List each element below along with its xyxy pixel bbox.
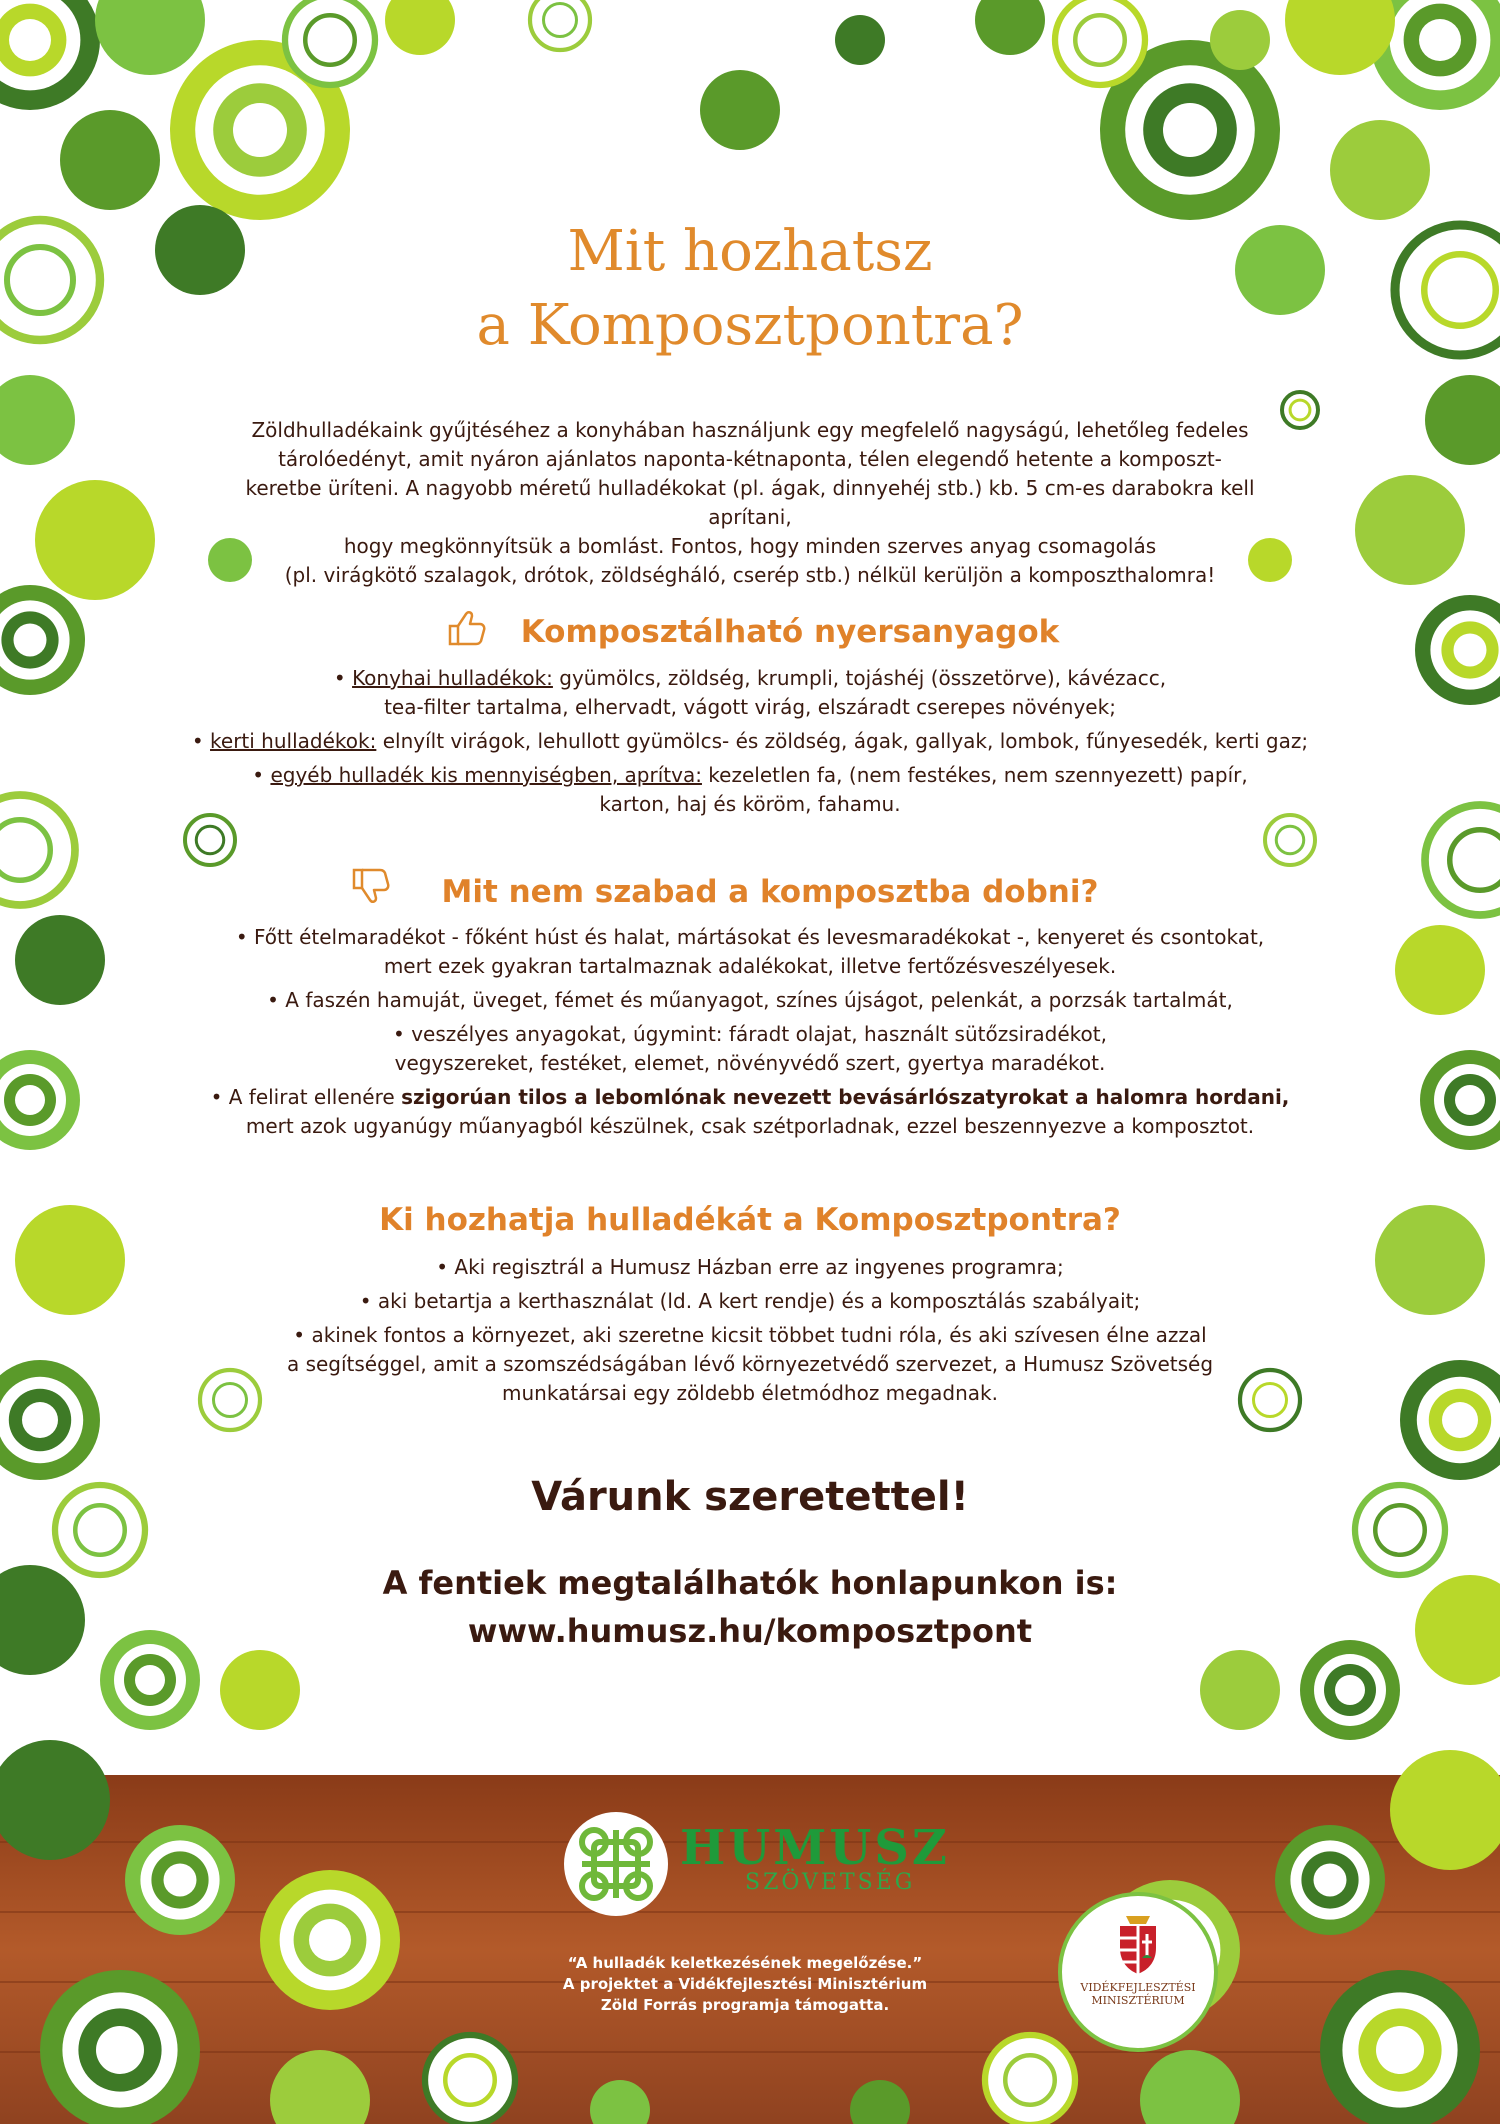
item-text: • Főtt ételmaradékot - főként húst és halat, mártásokat és levesmaradékokat -, kenyeret és csontokat, (235, 925, 1265, 949)
brand-name: HUMUSZ (680, 1820, 950, 1876)
support-line: Zöld Forrás programja támogatta. (600, 1996, 890, 2014)
item-text: • A faszén hamuját, üveget, fémet és műanyagot, színes újságot, pelenkát, a porzsák tartalmát, (267, 988, 1233, 1012)
item-text: mert azok ugyanúgy műanyagból készülnek, csak szétporladnak, ezzel beszennyezve a komposztot. (245, 1114, 1255, 1138)
ministry-line: VIDÉKFEJLESZTÉSI (1080, 1981, 1196, 1994)
intro-line: keretbe üríteni. A nagyobb méretű hulladékokat (pl. ágak, dinnyehéj stb.) kb. 5 cm-es darabokra kell aprítani, (245, 476, 1255, 529)
bullet: • (191, 729, 204, 753)
brand-subtitle: SZÖVETSÉG (745, 1870, 916, 1895)
humusz-logo-icon (562, 1810, 670, 1918)
list-item (120, 1253, 1380, 1282)
intro-line: tárolóedényt, amit nyáron ajánlatos naponta-kétnaponta, télen elegendő hetente a komposzt- (278, 447, 1222, 471)
support-line: “A hulladék keletkezésének megelőzése.” (567, 1954, 923, 1972)
item-text: mert ezek gyakran tartalmaznak adalékokat, illetve fertőzésveszélyesek. (383, 954, 1117, 978)
who-list (120, 1253, 1380, 1413)
list-item (120, 1020, 1380, 1078)
website-url[interactable]: www.humusz.hu/komposztpont (467, 1612, 1033, 1650)
item-text: • aki betartja a kerthasználat (ld. A kert rendje) és a komposztálás szabályait; (359, 1289, 1141, 1313)
list-item (120, 761, 1380, 819)
item-text: • A felirat ellenére (210, 1085, 402, 1109)
ministry-name (1070, 1981, 1206, 2007)
item-text: vegyszereket, festéket, elemet, növényvédő szert, gyertya maradékot. (394, 1051, 1106, 1075)
list-item (120, 727, 1380, 756)
list-item (120, 664, 1380, 722)
page-title (300, 215, 1200, 363)
item-text: • veszélyes anyagokat, úgymint: fáradt olajat, használt sütőzsiradékot, (393, 1022, 1107, 1046)
support-note (520, 1953, 970, 2016)
list-item (120, 923, 1380, 981)
item-text: munkatársai egy zöldebb életmódhoz megadnak. (502, 1381, 998, 1405)
welcome-text: Várunk szeretettel! (531, 1474, 969, 1520)
forbidden-list (120, 923, 1380, 1146)
support-line: A projektet a Vidékfejlesztési Minisztérium (562, 1975, 928, 1993)
item-label: kerti hulladékok: (210, 729, 377, 753)
website-intro: A fentiek megtalálhatók honlapunkon is: (382, 1564, 1118, 1602)
forbidden-heading: Mit nem szabad a komposztba dobni? (441, 874, 1099, 910)
item-text: tea-filter tartalma, elhervadt, vágott virág, elszáradt cserepes növények; (384, 695, 1116, 719)
compostable-heading: Komposztálható nyersanyagok (520, 614, 1060, 650)
intro-line: Zöldhulladékaink gyűjtéséhez a konyhában használjunk egy megfelelő nagyságú, lehetőleg fedeles (251, 418, 1249, 442)
list-item (120, 986, 1380, 1015)
intro-line: (pl. virágkötő szalagok, drótok, zöldségháló, cserép stb.) nélkül kerüljön a komposzthalomra! (284, 563, 1216, 587)
item-text: • akinek fontos a környezet, aki szeretne kicsit többet tudni róla, és aki szívesen élne azzal (293, 1323, 1207, 1347)
list-item (120, 1287, 1380, 1316)
bullet: • (333, 666, 346, 690)
item-label: Konyhai hulladékok: (352, 666, 553, 690)
title-line-1: Mit hozhatsz (567, 219, 933, 284)
intro-line: hogy megkönnyítsük a bomlást. Fontos, hogy minden szerves anyag csomagolás (343, 534, 1157, 558)
ministry-line: MINISZTÉRIUM (1091, 1994, 1185, 2007)
who-heading: Ki hozhatja hulladékát a Komposztpontra? (379, 1202, 1121, 1238)
item-label: egyéb hulladék kis mennyiségben, aprítva: (270, 763, 702, 787)
item-text: a segítséggel, amit a szomszédságában lévő környezetvédő szervezet, a Humusz Szövetség (286, 1352, 1214, 1376)
coat-of-arms-icon (1058, 1892, 1218, 2052)
item-text: gyümölcs, zöldség, krumpli, tojáshéj (összetörve), kávézacc, (552, 666, 1167, 690)
bullet: • (252, 763, 265, 787)
title-line-2: a Komposztpontra? (476, 293, 1024, 358)
list-item (120, 1083, 1380, 1141)
compostable-list (120, 664, 1380, 824)
item-text: kezeletlen fa, (nem festékes, nem szennyezett) papír, (701, 763, 1248, 787)
list-item (120, 1321, 1380, 1408)
item-text: • Aki regisztrál a Humusz Házban erre az ingyenes programra; (436, 1255, 1064, 1279)
warning-emphasis: szigorúan tilos a lebomlónak nevezett bevásárlószatyrokat a halomra hordani, (401, 1085, 1290, 1109)
intro-paragraph (210, 416, 1290, 590)
item-text: karton, haj és köröm, fahamu. (599, 792, 901, 816)
item-text: elnyílt virágok, lehullott gyümölcs- és zöldség, ágak, gallyak, lombok, fűnyesedék, kerti gaz; (376, 729, 1309, 753)
